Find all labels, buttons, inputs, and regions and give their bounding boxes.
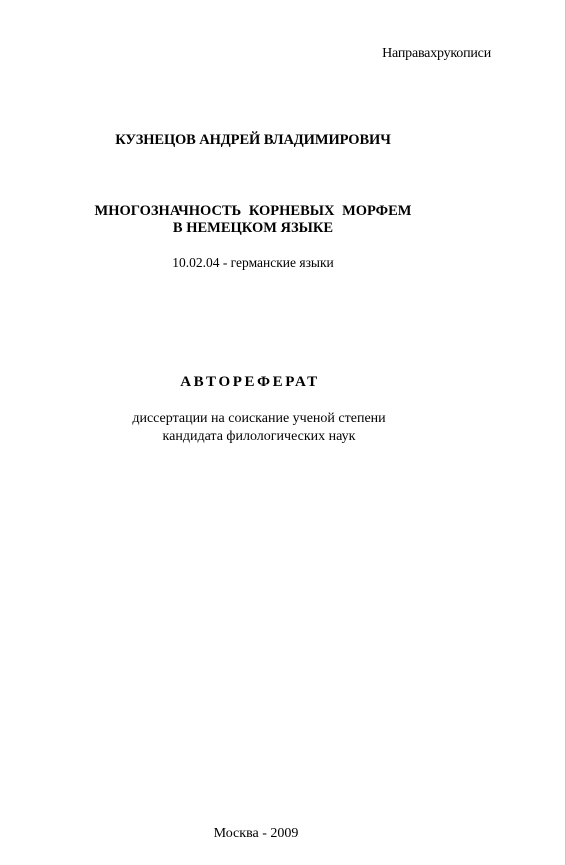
city-and-year: Москва - 2009 bbox=[213, 826, 299, 841]
manuscript-rights-note: Направахрукописи bbox=[382, 46, 491, 61]
dissertation-title-line-1: МНОГОЗНАЧНОСТЬ КОРНЕВЫХ МОРФЕМ bbox=[94, 203, 412, 219]
degree-description-line-1: диссертации на соискание ученой степени bbox=[132, 411, 386, 426]
degree-description-line-2: кандидата филологических наук bbox=[162, 429, 356, 444]
specialty-code: 10.02.04 - германские языки bbox=[172, 255, 334, 270]
document-type-heading: АВТОРЕФЕРАТ bbox=[180, 374, 320, 390]
author-name: КУЗНЕЦОВ АНДРЕЙ ВЛАДИМИРОВИЧ bbox=[115, 132, 391, 148]
dissertation-title-line-2: В НЕМЕЦКОМ ЯЗЫКЕ bbox=[172, 220, 334, 236]
